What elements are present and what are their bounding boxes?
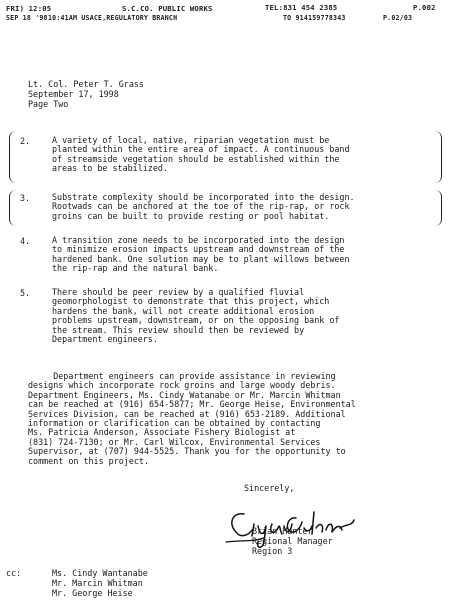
paragraph-line: can be reached at (916) 654-5877; Mr. George Heise, Environmental [28, 399, 356, 410]
letter-date: September 17, 1998 [28, 89, 119, 99]
page-label: Page Two [28, 99, 69, 109]
item-line: hardens the bank, will not create additional erosion [52, 305, 315, 316]
item-number: 5. [20, 288, 31, 298]
margin-bracket [435, 131, 442, 183]
margin-bracket [435, 190, 442, 226]
item-line: There should be peer review by a qualified fluvial [52, 287, 305, 297]
item-line: the stream. This review should then be reviewed by [52, 324, 305, 335]
fax-time-office: 10:41AM USACE,REGULATORY BRANCH [48, 14, 178, 22]
item-text [52, 236, 350, 274]
closing-paragraph [28, 372, 356, 466]
item-line: Department engineers. [52, 334, 158, 345]
signer-title: Regional Manager [252, 536, 333, 546]
item-number: 2. [20, 136, 31, 146]
item-line: Rootwads can be anchored at the toe of the rip-rap, or rock [52, 201, 350, 212]
fax-telephone: TEL:831 454 2385 [265, 3, 338, 12]
item-line: groins can be built to provide resting or pool habitat. [52, 210, 330, 221]
paragraph-line: information or clarification can be obtained by contacting [28, 418, 321, 429]
item-text [52, 288, 339, 344]
margin-bracket [9, 131, 16, 183]
signer-name: Brian Hunter [252, 526, 313, 536]
item-line: A transition zone needs to be incorporated into the design [52, 235, 345, 245]
fax-page: P.002 [413, 3, 436, 12]
paragraph-line: Supervisor, at (707) 944-5525. Thank you for the opportunity to [28, 446, 346, 457]
closing-salutation: Sincerely, [244, 483, 295, 493]
cc-recipient: Mr. Marcin Whitman [52, 578, 143, 588]
paragraph-line: Department Engineers, Ms. Cindy Watanabe or Mr. Marcin Whitman [28, 389, 341, 400]
paragraph-line: Department engineers can provide assistance in reviewing [28, 371, 336, 381]
paragraph-line: comment on this project. [28, 455, 150, 466]
margin-bracket [9, 190, 16, 226]
fax-recipient-number: TO 914159778343 [283, 14, 346, 22]
paragraph-line: designs which incorporate rock groins and large woody debris. [28, 380, 336, 391]
fax-date-2: SEP 18 '98 [6, 14, 48, 22]
paragraph-line: (831) 724-7130; or Mr. Carl Wilcox, Environmental Services [28, 436, 321, 447]
addressee: Lt. Col. Peter T. Grass [28, 79, 144, 89]
item-line: Substrate complexity should be incorporated into the design. [52, 192, 355, 202]
cc-recipient: Mr. George Heise [52, 588, 133, 598]
fax-page-count: P.02/03 [383, 14, 413, 22]
fax-date: FRI) 12:05 [6, 4, 52, 13]
item-line: problems upstream, downstream, or on the opposing bank of [52, 315, 340, 326]
item-number: 4. [20, 236, 31, 246]
fax-sender: S.C.CO. PUBLIC WORKS [122, 4, 213, 13]
item-line: hardened bank. One solution may be to plant willows between [52, 253, 350, 264]
cc-label: cc: [6, 568, 22, 578]
item-text [52, 193, 355, 221]
item-line: the rip-rap and the natural bank. [52, 263, 219, 274]
item-line: geomorphologist to demonstrate that this project, which [52, 296, 330, 307]
item-line: areas to be stabilized. [52, 163, 168, 174]
paragraph-line: Ms. Patricia Anderson, Associate Fishery Biologist at [28, 427, 296, 438]
item-line: A variety of local, native, riparian vegetation must be [52, 135, 330, 145]
item-text [52, 136, 350, 174]
signer-region: Region 3 [252, 546, 293, 556]
item-line: to minimize erosion impacts upstream and downstream of the [52, 244, 345, 255]
item-number: 3. [20, 193, 31, 203]
item-line: planted within the entire area of impact. A continuous band [52, 144, 350, 155]
paragraph-line: Services Division, can be reached at (916) 653-2189. Additional [28, 408, 346, 419]
cc-recipient: Ms. Cindy Wantanabe [52, 568, 148, 578]
item-line: of streamside vegetation should be established within the [52, 153, 340, 164]
